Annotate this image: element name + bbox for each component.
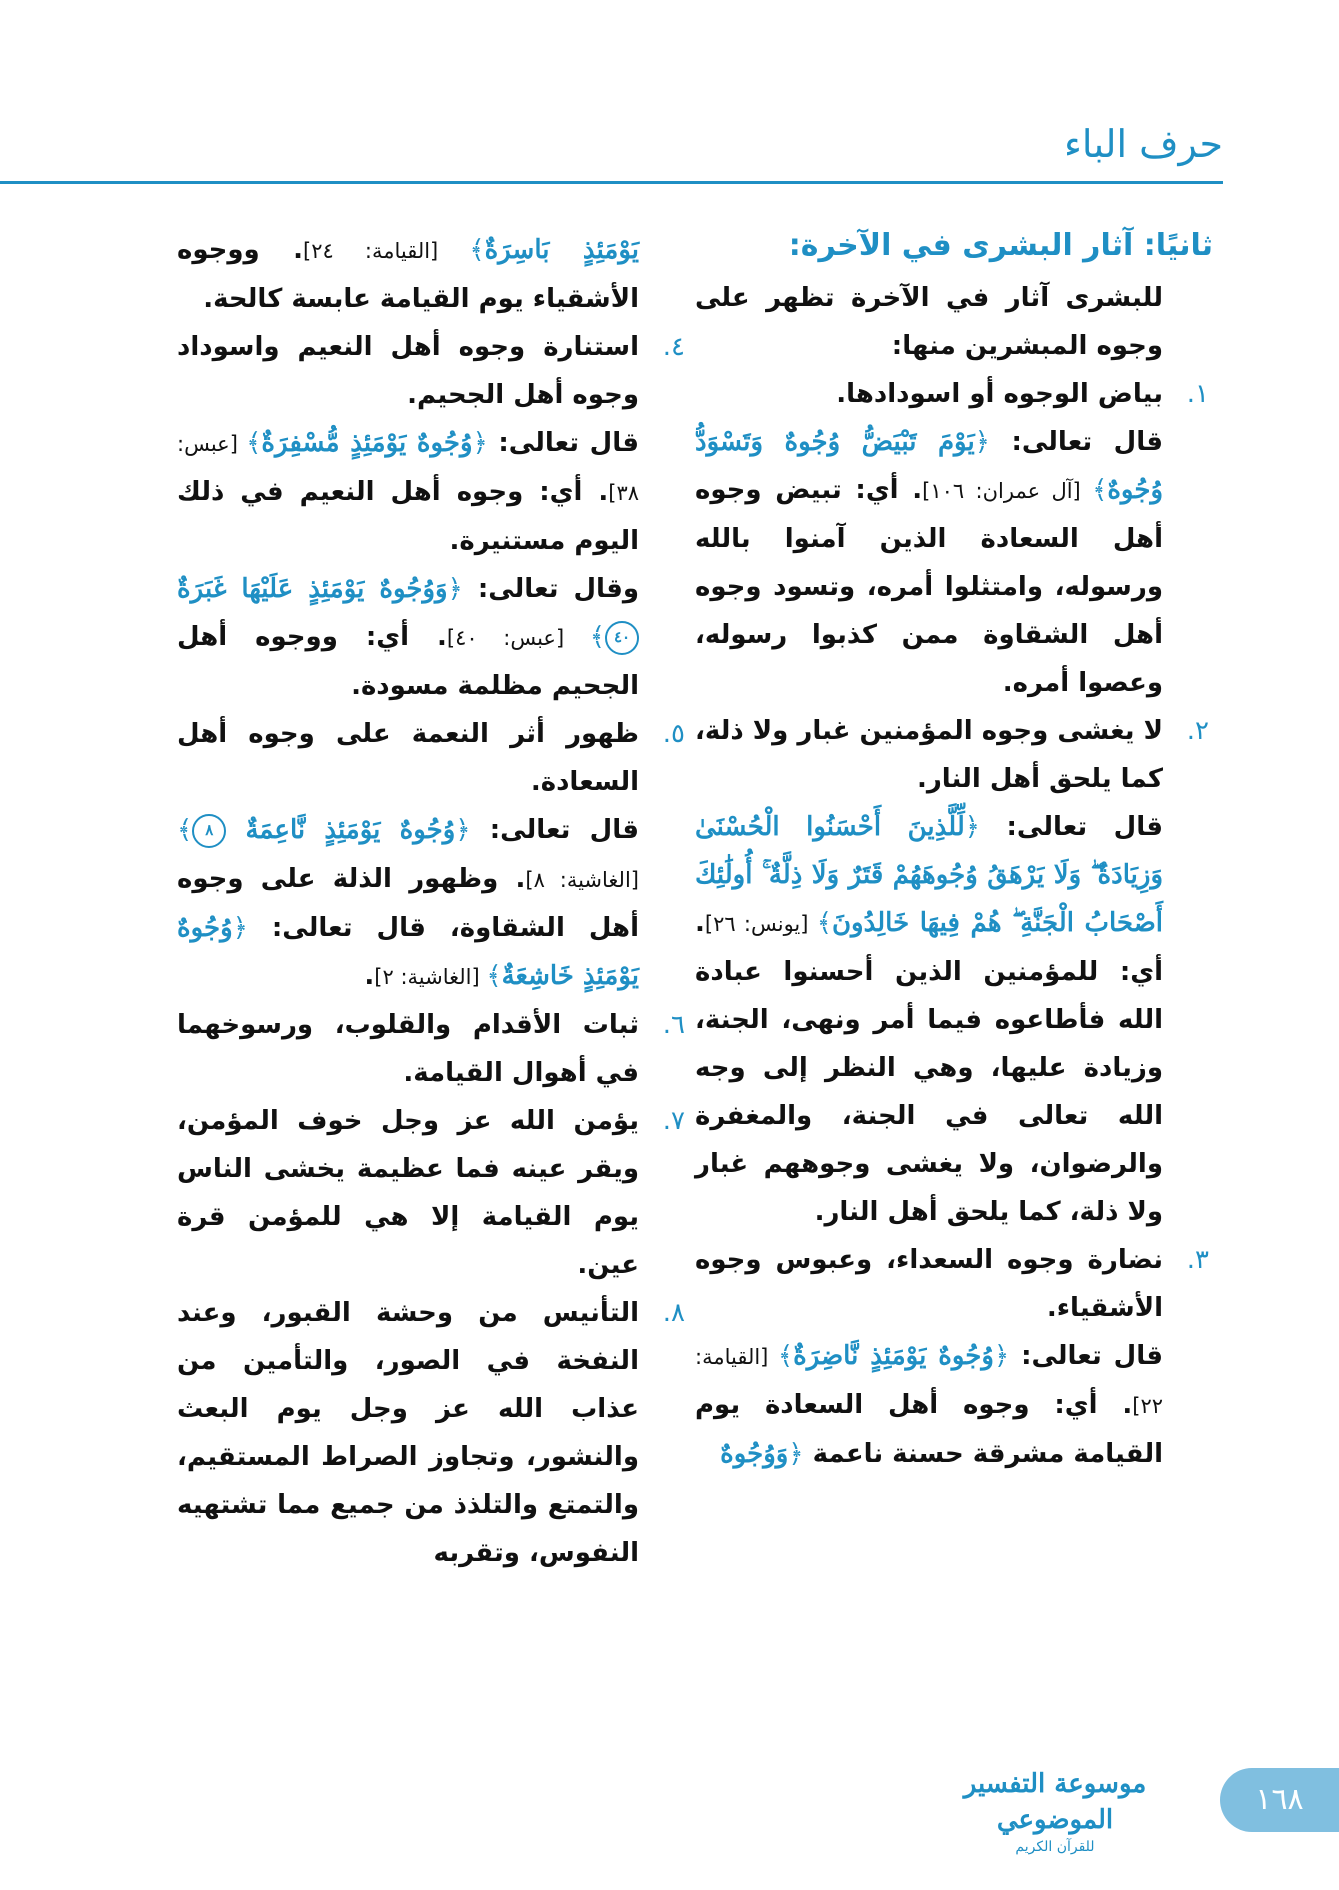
verse-reference: [القيامة: ٢٢]	[695, 1345, 1163, 1418]
body-text: ظهور أثر النعمة على وجوه أهل السعادة.	[177, 719, 639, 797]
list-item	[695, 707, 1209, 803]
body-text: . أي: وجوه أهل النعيم في ذلك اليوم مستنيرة.	[177, 477, 639, 556]
paragraph	[695, 1332, 1163, 1478]
list-item	[695, 370, 1209, 418]
header-divider	[0, 181, 1223, 184]
body-text: بياض الوجوه أو اسودادها.	[836, 379, 1163, 409]
body-text: قال تعالى:	[487, 428, 639, 458]
list-item	[177, 323, 685, 419]
verse-reference: [عبس: ٤٠]	[446, 626, 590, 650]
body-text: قال تعالى:	[980, 812, 1163, 842]
paragraph	[695, 803, 1163, 1236]
quran-text: وُجُوهٌ يَوْمَئِذٍ مُّسْفِرَةٌ	[261, 428, 473, 458]
body-text: وقال تعالى:	[462, 574, 640, 604]
list-item	[177, 1097, 685, 1289]
list-item-number: ٣.	[1186, 1245, 1209, 1275]
quran-verse	[246, 428, 488, 458]
body-text: . وظهور الذلة على وجوه أهل الشقاوة، قال تعالى:	[177, 864, 639, 943]
quran-text: يَوْمَئِذٍ بَاسِرَةٌ	[484, 235, 640, 265]
paragraph	[177, 419, 639, 565]
body-text: قال تعالى:	[1009, 1341, 1164, 1371]
ornate-bracket-close-icon: ﴾	[589, 622, 605, 652]
body-text: . ووجوه الأشقياء يوم القيامة عابسة كالحة.	[177, 235, 639, 314]
list-item	[695, 1236, 1209, 1332]
ornate-bracket-close-icon: ﴾	[816, 908, 832, 938]
list-item-number: ٦.	[662, 1010, 685, 1040]
body-text: . أي: تبيض وجوه أهل السعادة الذين آمنوا بالله ورسوله، وامتثلوا أمره، وتسود وجوه أهل الشقاوة ممن كذبوا رسوله، وعصوا أمره.	[695, 475, 1163, 698]
ornate-bracket-open-icon: ﴿	[993, 1341, 1010, 1371]
quran-text: وُجُوهٌ يَوْمَئِذٍ نَّاعِمَةٌ	[245, 815, 456, 845]
paragraph	[177, 226, 639, 323]
ornate-bracket-open-icon: ﴿	[232, 913, 248, 943]
body-text: قال تعالى:	[989, 427, 1163, 457]
ornate-bracket-close-icon: ﴾	[469, 235, 485, 265]
quran-text: لِّلَّذِينَ أَحْسَنُوا الْحُسْنَىٰ وَزِيَادَةٌ ۖ وَلَا يَرْهَقُ وُجُوهَهُمْ قَتَرٌ وَلَا ذِلَّةٌ ۚ أُولَٰئِكَ أَصْحَابُ الْجَنَّةِ ۖ هُمْ فِيهَا خَالِدُونَ	[695, 812, 1164, 938]
quran-verse	[469, 235, 639, 265]
chapter-title: حرف الباء	[1064, 122, 1223, 166]
body-text: ثبات الأقدام والقلوب، ورسوخهما في أهوال القيامة.	[177, 1010, 639, 1088]
body-text: قال تعالى:	[470, 815, 639, 845]
body-text: نضارة وجوه السعداء، وعبوس وجوه الأشقياء.	[695, 1245, 1163, 1323]
body-text: . أي: للمؤمنين الذين أحسنوا عبادة الله فأطاعوه فيما أمر ونهى، الجنة، وزيادة عليها، وهي النظر إلى وجه الله تعالى في الجنة، والمغفرة والرضوان، ولا يغشى وجوههم غبار ولا ذلة، كما يلحق أهل النار.	[695, 908, 1163, 1227]
list-item-number: ٥.	[662, 719, 685, 749]
encyclopedia-logo	[930, 1766, 1180, 1856]
quran-text: يَوْمَ تَبْيَضُّ وُجُوهٌ وَتَسْوَدُّ وُجُوهٌ	[695, 427, 1163, 505]
paragraph	[177, 565, 639, 710]
body-text: التأنيس من وحشة القبور، وعند النفخة في الصور، والتأمين من عذاب الله عز وجل يوم البعث والنشور، وتجاوز الصراط المستقيم، والتمتع والتلذذ من جميع مما تشتهيه النفوس، وتقربه	[177, 1298, 639, 1568]
verse-reference: [عبس: ٣٨]	[177, 432, 639, 505]
ornate-bracket-open-icon: ﴿	[788, 1439, 804, 1469]
verse-reference: [القيامة: ٢٤]	[303, 239, 470, 263]
body-text: . أي: وجوه أهل السعادة يوم القيامة مشرقة حسنة ناعمة	[695, 1390, 1163, 1469]
list-item-number: ٧.	[662, 1106, 685, 1136]
ayah-number-marker: ٤٠	[605, 621, 639, 655]
body-text: لا يغشى وجوه المؤمنين غبار ولا ذلة، كما يلحق أهل النار.	[695, 716, 1163, 794]
ornate-bracket-close-icon: ﴾	[486, 961, 502, 991]
body-text: استنارة وجوه أهل النعيم واسوداد وجوه أهل الجحيم.	[177, 332, 639, 410]
paragraph	[695, 274, 1163, 370]
quran-verse	[720, 1439, 803, 1469]
list-item-number: ١.	[1186, 379, 1209, 409]
ornate-bracket-close-icon: ﴾	[1092, 475, 1108, 505]
verse-reference: [الغاشية: ٨]	[525, 868, 639, 892]
quran-text: وَوُجُوهٌ	[720, 1439, 789, 1469]
verse-reference: [الغاشية: ٢]	[374, 965, 487, 989]
quran-text: وُجُوهٌ يَوْمَئِذٍ نَّاضِرَةٌ	[793, 1341, 994, 1371]
body-text: .	[364, 961, 375, 991]
list-item-number: ٢.	[1186, 716, 1209, 746]
quran-text: وَوُجُوهٌ يَوْمَئِذٍ عَلَيْهَا غَبَرَةٌ	[177, 574, 448, 604]
quran-verse	[177, 815, 471, 845]
page-number: ١٦٨	[1220, 1768, 1339, 1832]
ornate-bracket-open-icon: ﴿	[964, 812, 981, 842]
left-column	[177, 226, 685, 1577]
verse-reference: [يونس: ٢٦]	[704, 912, 817, 936]
list-item	[177, 1001, 685, 1097]
paragraph	[177, 806, 639, 1001]
ayah-number-marker: ٨	[192, 814, 226, 848]
list-item	[177, 1289, 685, 1577]
ornate-bracket-open-icon: ﴿	[447, 574, 463, 604]
ornate-bracket-close-icon: ﴾	[177, 815, 193, 845]
quran-text: وُجُوهٌ يَوْمَئِذٍ خَاشِعَةٌ	[177, 913, 639, 991]
ornate-bracket-open-icon: ﴿	[974, 427, 990, 457]
paragraph	[695, 418, 1163, 707]
ornate-bracket-close-icon: ﴾	[246, 428, 262, 458]
list-item-number: ٤.	[662, 332, 685, 362]
ornate-bracket-close-icon: ﴾	[777, 1341, 794, 1371]
right-column	[695, 222, 1213, 1478]
section-heading: ثانيًا: آثار البشرى في الآخرة:	[788, 228, 1213, 263]
body-text: . أي: ووجوه أهل الجحيم مظلمة مسودة.	[177, 622, 639, 701]
list-item-number: ٨.	[662, 1298, 685, 1328]
verse-reference: [آل عمران: ١٠٦]	[922, 479, 1093, 503]
logo-subtitle: للقرآن الكريم	[1015, 1839, 1095, 1855]
logo-title: موسوعة التفسير الموضوعي	[963, 1769, 1147, 1835]
ornate-bracket-open-icon: ﴿	[455, 815, 471, 845]
body-text: يؤمن الله عز وجل خوف المؤمن، ويقر عينه فما عظيمة يخشى الناس يوم القيامة إلا هي للمؤمن قرة عين.	[177, 1106, 639, 1280]
list-item	[177, 710, 685, 806]
body-text: للبشرى آثار في الآخرة تظهر على وجوه المبشرين منها:	[695, 283, 1163, 361]
ornate-bracket-open-icon: ﴿	[472, 428, 488, 458]
quran-verse	[778, 1341, 1009, 1371]
